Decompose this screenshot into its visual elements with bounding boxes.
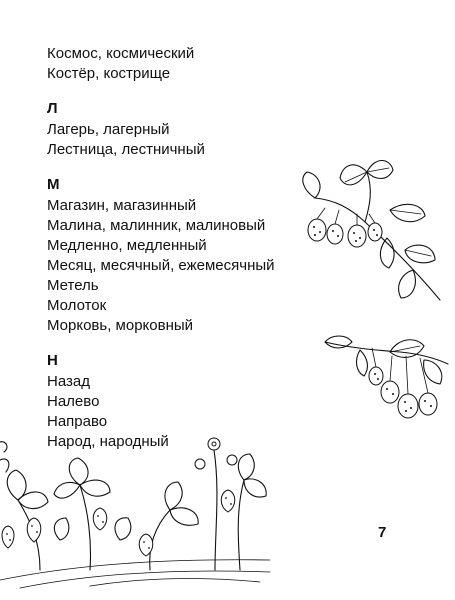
- entry-narod: Народ, народный: [47, 433, 169, 450]
- strawberry-plants-icon: [0, 430, 280, 590]
- entry-morkov: Морковь, морковный: [47, 317, 194, 334]
- section-m: [47, 175, 307, 336]
- entry-napravo: Направо: [47, 413, 108, 430]
- entry-kosmos: Космос, космический: [47, 45, 195, 62]
- entry-koster: Костёр, кострище: [47, 65, 171, 82]
- strawberry-fruits: [2, 490, 235, 556]
- entry-mesyats: Месяц, месячный, ежемесячный: [47, 257, 275, 274]
- entry-malina: Малина, малинник, малиновый: [47, 217, 266, 234]
- entry-nazad: Назад: [47, 373, 90, 390]
- raspberry-branch-icon: [320, 330, 450, 430]
- entry-molotok: Молоток: [47, 297, 107, 314]
- entry-lestnitsa: Лестница, лестничный: [47, 141, 205, 158]
- raspberry-branch-icon: [295, 150, 445, 310]
- letter-heading-m: М: [47, 176, 60, 193]
- letter-heading-n: Н: [47, 352, 58, 369]
- entry-nalevo: Налево: [47, 393, 100, 410]
- entry-metel: Метель: [47, 277, 99, 294]
- page-number: 7: [378, 524, 387, 541]
- entry-lager: Лагерь, лагерный: [47, 121, 170, 138]
- section-l: [47, 99, 307, 160]
- raspberry-berries: [369, 367, 437, 418]
- entry-medlenno: Медленно, медленный: [47, 237, 207, 254]
- letter-heading-l: Л: [47, 100, 58, 117]
- entry-magazin: Магазин, магазинный: [47, 197, 197, 214]
- section-k: [47, 44, 307, 84]
- raspberry-berries: [308, 219, 382, 247]
- word-list: [47, 44, 307, 467]
